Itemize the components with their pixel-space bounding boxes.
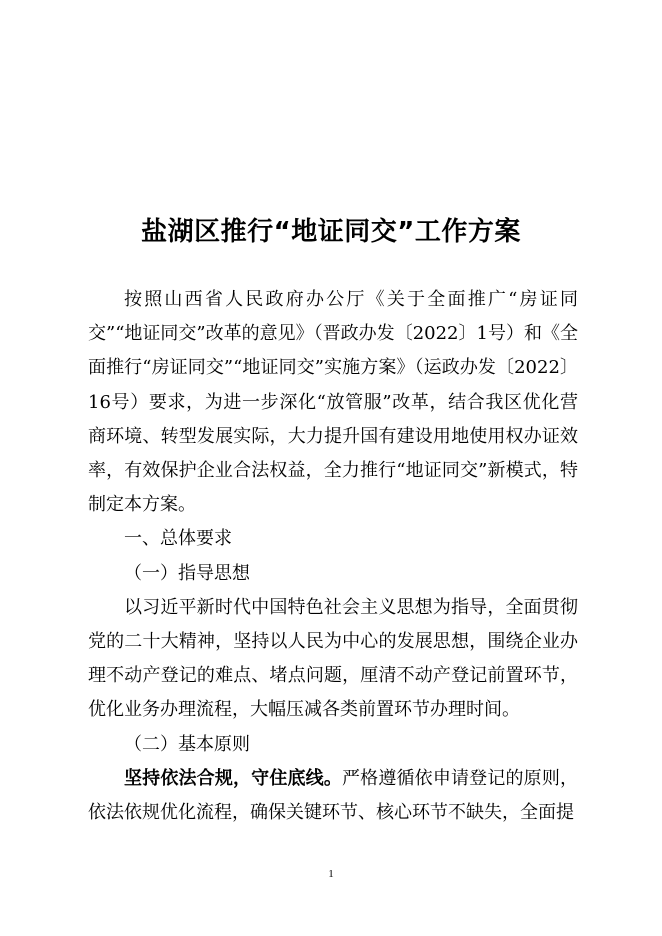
guiding-thought-paragraph: 以习近平新时代中国特色社会主义思想为指导，全面贯彻党的二十大精神，坚持以人民为中心的发展思想，围绕企业办理不动产登记的难点、堵点问题，厘清不动产登记前置环节，优化业务办理流程，大幅压减各类前置环节办理时间。 xyxy=(88,596,578,721)
principle-body-text: 严格遵循依申请登记的原则，依法依规优化流程，确保关键环节、核心环节不缺失，全面提 xyxy=(88,767,578,824)
intro-paragraph: 按照山西省人民政府办公厅《关于全面推广“房证同交”“地证同交”改革的意见》（晋政办发〔2022〕1号）和《全面推行“房证同交”“地证同交”实施方案》（运政办发〔2022〕16号）要求，为进一步深化“放管服”改革，结合我区优化营商环境、转型发展实际，大力提升国有建设用地使用权办证效率，有效保护企业合法权益，全力推行“地证同交”新模式，特制定本方案。 xyxy=(88,289,578,516)
document-title: 盐湖区推行“地证同交”工作方案 xyxy=(141,217,521,247)
document-body xyxy=(88,283,578,830)
principle-lead-text: 坚持依法合规，守住底线。 xyxy=(124,767,342,789)
page-number: 1 xyxy=(328,868,334,880)
principle-paragraph xyxy=(88,762,578,830)
subsection-heading-basic-principles: （二）基本原则 xyxy=(124,733,250,755)
subsection-heading-guiding-thought: （一）指导思想 xyxy=(124,562,250,584)
section-heading-general-requirements: 一、总体要求 xyxy=(124,528,232,550)
